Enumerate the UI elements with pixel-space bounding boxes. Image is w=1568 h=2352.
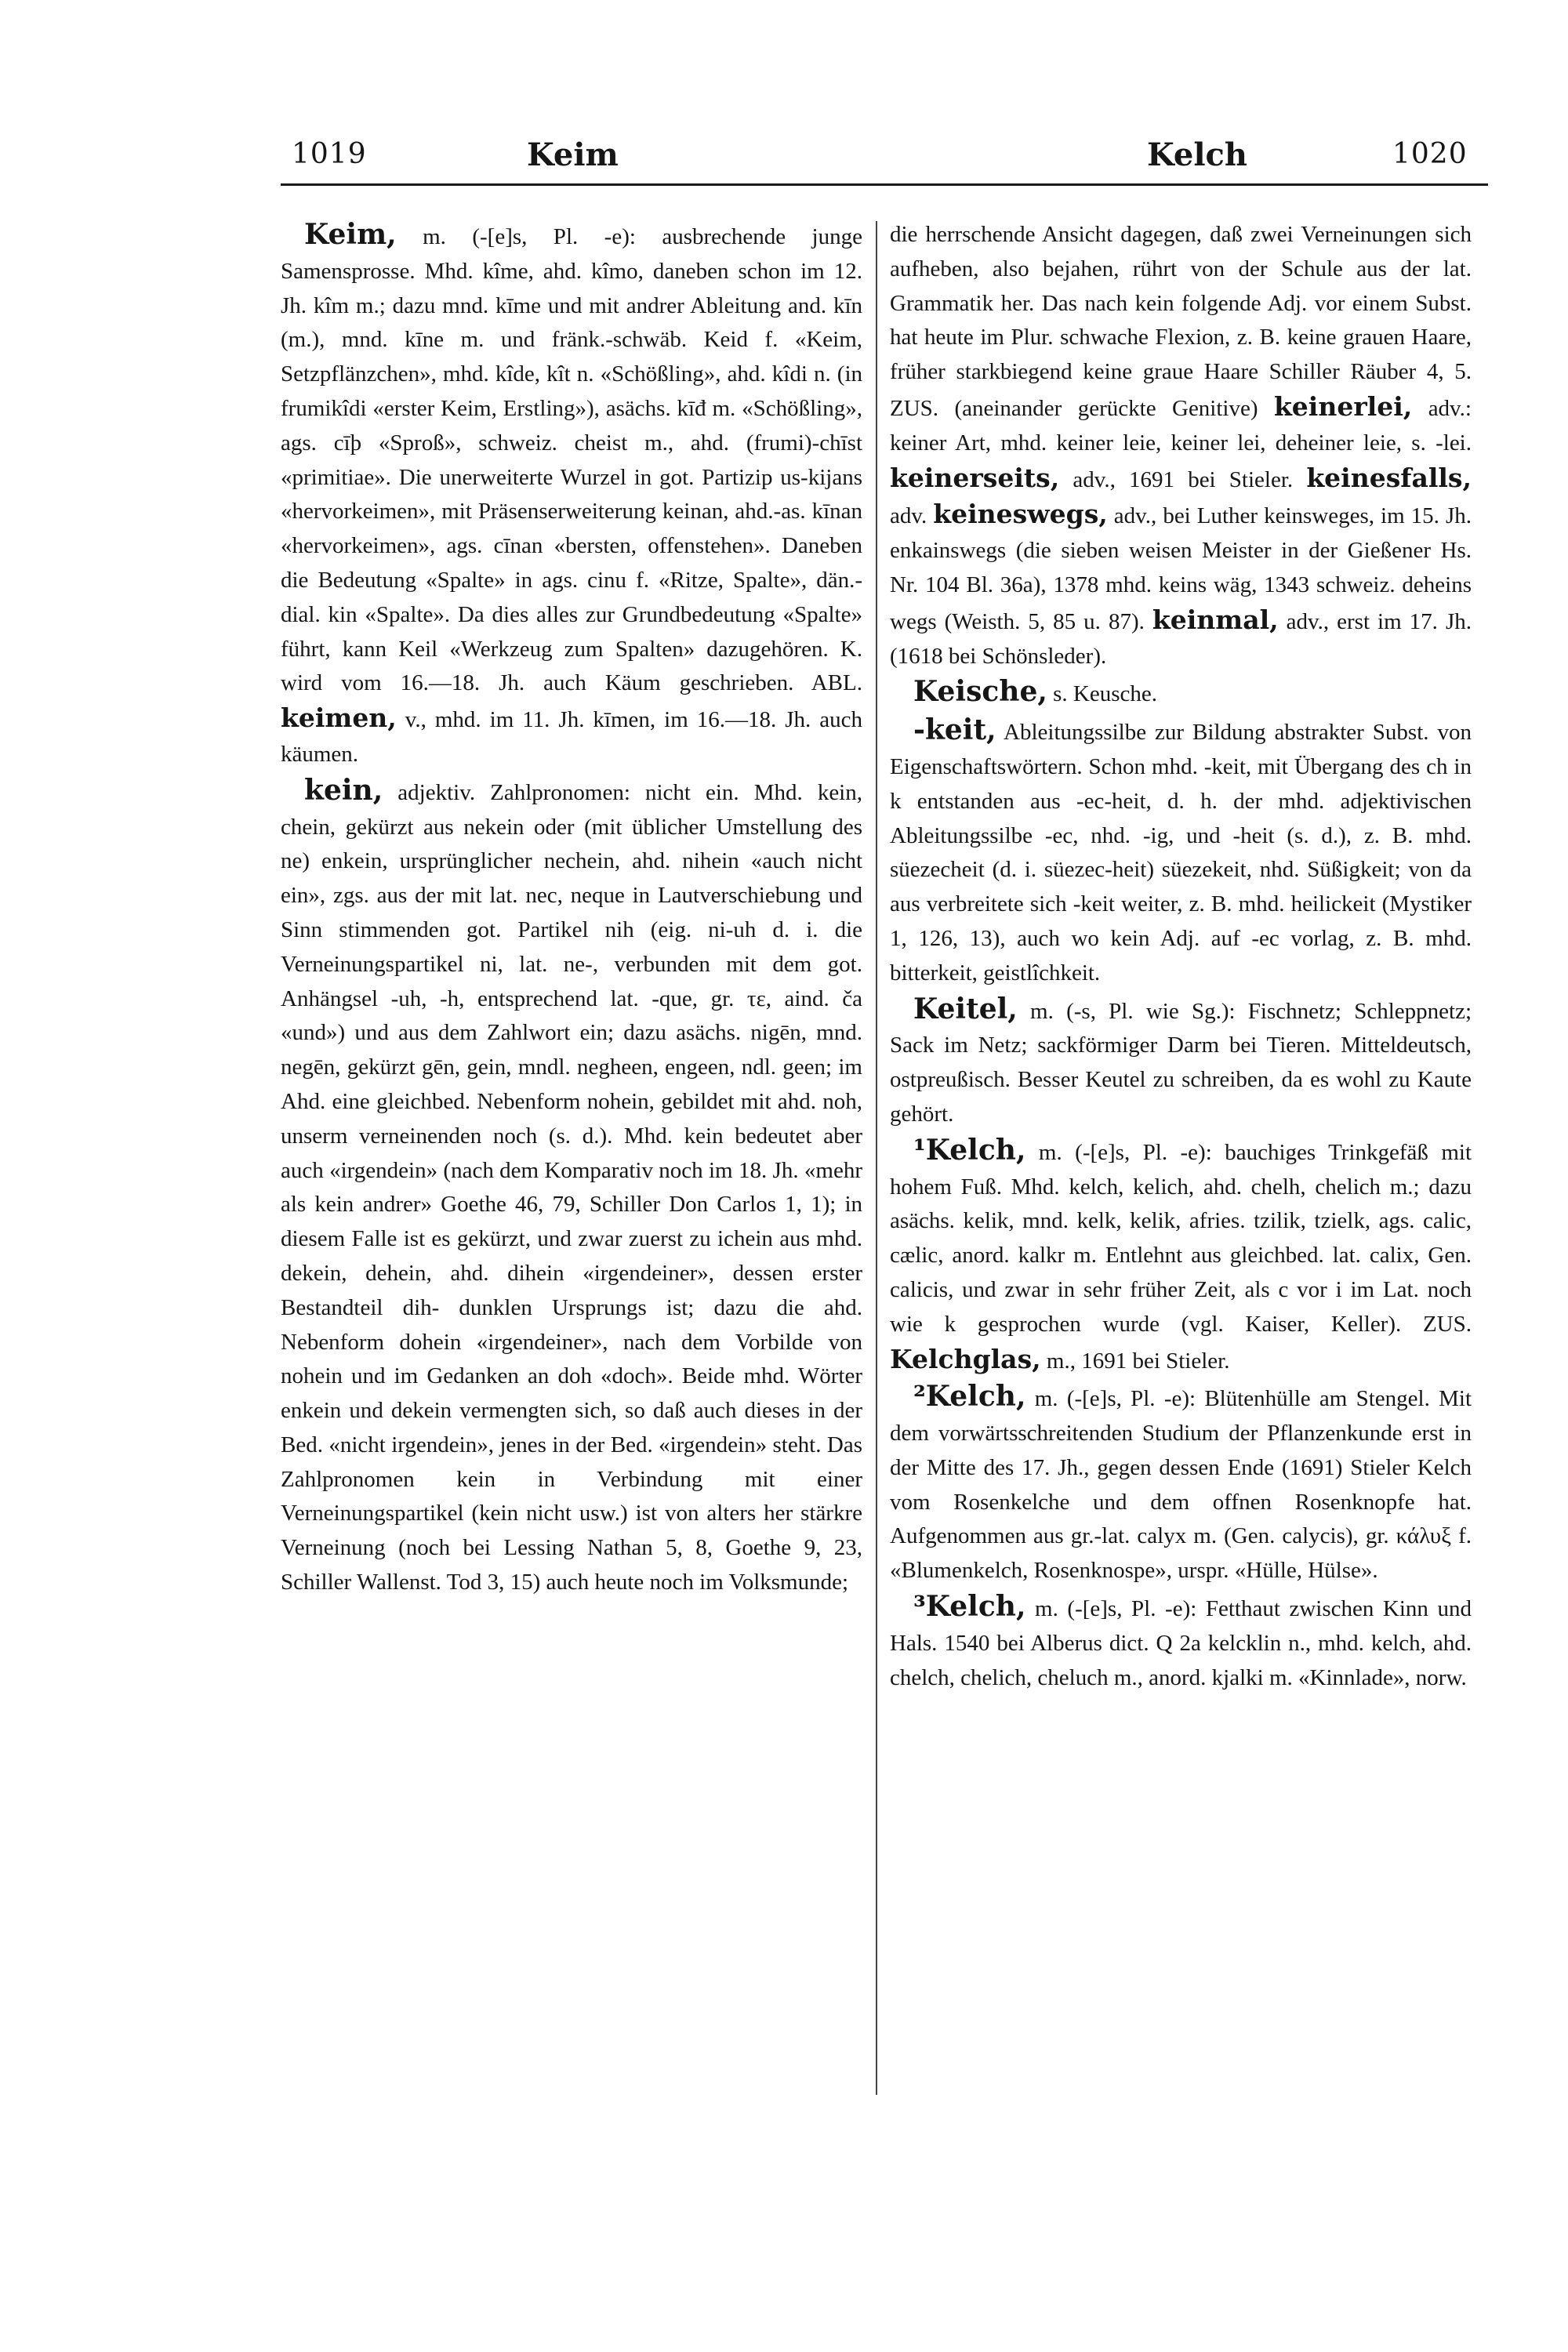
- entry-keit: [890, 713, 1472, 990]
- kein-cont-text5: adv., bei Luther keinsweges, im 15. Jh. enkainswegs (die sieben weisen Meister in der Gießener Hs. Nr. 104 Bl. 36a), 1378 mhd. keins wäg, 1343 schweiz. deheins wegs (Weisth. 5, 85 u. 87).: [890, 503, 1472, 634]
- page-number-left: 1019: [292, 138, 367, 170]
- entry-kelch-2-text: m. (-[e]s, Pl. -e): Blütenhülle am Stengel. Mit dem vorwärtsschreitenden Studium der Pflanzenkunde erst in der Mitte des 17. Jh., gegen dessen Ende (1691) Stieler Kelch vom Rosenkelche und dem offnen Rosenknopfe hat. Aufgenommen aus gr.-lat. calyx m. (Gen. calycis), gr. κάλυξ f. «Blumenkelch, Rosenknospe», urspr. «Hülle, Hülse».: [890, 1386, 1472, 1584]
- entry-keitel-text: m. (-s, Pl. wie Sg.): Fischnetz; Schleppnetz; Sack im Netz; sackförmiger Darm bei Tieren. Mitteldeutsch, ostpreußisch. Besser Keutel zu schreiben, da es wohl zu Kaute gehört.: [890, 998, 1472, 1127]
- kein-cont-text6: adv., erst im 17. Jh. (1618 bei Schönsleder).: [890, 608, 1472, 669]
- subheadword-keineswegs: keineswegs,: [933, 499, 1108, 530]
- headword-kelch-3: ³Kelch,: [913, 1590, 1026, 1624]
- headword-keit: -keit,: [913, 713, 996, 747]
- kein-cont-text4: adv.: [890, 503, 934, 529]
- subheadword-keinesfalls: keinesfalls,: [1306, 462, 1472, 493]
- running-head-right: Kelch: [1147, 136, 1247, 173]
- kein-cont-text3: adv., 1691 bei Stieler.: [1059, 466, 1307, 492]
- entry-kelch-1-text: m. (-[e]s, Pl. -e): bauchiges Trinkgefäß mit hohem Fuß. Mhd. kelch, kelich, ahd. chelh, chelich m.; dazu asächs. kelik, mnd. kelk, kelik, afries. tzilik, tzielk, ags. calic, cælic, anord. kalkr m. Entlehnt aus gleichbed. lat. calix, Gen. calicis, und zwar in sehr früher Zeit, als c vor i im Lat. noch wie k gesprochen wurde (vgl. Kaiser, Keller). ZUS.: [890, 1139, 1472, 1337]
- entry-kelch-1: [890, 1134, 1472, 1379]
- running-head-left: Keim: [527, 136, 619, 173]
- headword-keische: Keische,: [913, 675, 1047, 709]
- entry-keische: [890, 675, 1472, 712]
- headword-kein: kein,: [304, 773, 383, 807]
- entry-keim: [281, 218, 862, 772]
- subheadword-keinerseits: keinerseits,: [890, 462, 1060, 493]
- subheadword-keinmal: keinmal,: [1152, 604, 1279, 635]
- headword-kelch-2: ²Kelch,: [913, 1380, 1026, 1414]
- entry-kelch-3-text: m. (-[e]s, Pl. -e): Fetthaut zwischen Kinn und Hals. 1540 bei Alberus dict. Q 2a kelcklin n., mhd. kelch, ahd. chelch, chelich, cheluch m., anord. kjalki m. «Kinnlade», norw.: [890, 1596, 1472, 1690]
- entry-keitel: [890, 993, 1472, 1132]
- kein-cont-text2: adv.: keiner Art, mhd. keiner leie, keiner lei, deheiner leie, s. -lei.: [890, 395, 1472, 456]
- kein-cont-text: die herrschende Ansicht dagegen, daß zwei Verneinungen sich aufheben, also bejahen, rührt von der Schule aus der lat. Grammatik her. Das nach kein folgende Adj. vor einem Subst. hat heute im Plur. schwache Flexion, z. B. keine grauen Haare, früher starkbiegend keine graue Haare Schiller Räuber 4, 5. ZUS. (aneinander gerückte Genitive): [890, 222, 1472, 421]
- entry-kelch-2: [890, 1380, 1472, 1588]
- column-divider: [876, 221, 877, 2095]
- entry-kein-continued: [890, 218, 1472, 673]
- entry-keim-tail: v., mhd. im 11. Jh. kīmen, im 16.—18. Jh. auch käumen.: [281, 707, 862, 767]
- subheadword-keinerlei: keinerlei,: [1273, 390, 1413, 422]
- entry-kelch-1-tail: m., 1691 bei Stieler.: [1040, 1348, 1230, 1374]
- left-column: [281, 218, 862, 1600]
- right-column: [890, 218, 1472, 1695]
- entry-kelch-3: [890, 1590, 1472, 1695]
- entry-kein: [281, 774, 862, 1600]
- entry-kein-text: adjektiv. Zahlpronomen: nicht ein. Mhd. kein, chein, gekürzt aus nekein oder (mit üblicher Umstellung des ne) enkein, ursprünglicher nechein, ahd. nihein «auch nicht ein», zgs. aus der mit lat. nec, neque in Lautverschiebung und Sinn stimmenden got. Partikel nih (eig. ni-uh d. i. die Verneinungspartikel ni, lat. ne-, verbunden mit dem got. Anhängsel -uh, -h, entsprechend lat. -que, gr. τε, aind. ča «und») und aus dem Zahlwort ein; dazu asächs. nigēn, mnd. negēn, gekürzt gēn, gein, mndl. negheen, engeen, ndl. geen; im Ahd. eine gleichbed. Nebenform nohein, gebildet mit ahd. noh, unserm verneinenden noch (s. d.). Mhd. kein bedeutet aber auch «irgendein» (nach dem Komparativ noch im 18. Jh. «mehr als kein andrer» Goethe 46, 79, Schiller Don Carlos 1, 1); in diesem Falle ist es gekürzt, und zwar zuerst zu ichein aus mhd. dekein, dehein, ahd. dihein «irgendeiner», dessen erster Bestandteil dih- dunklen Ursprungs ist; dazu die ahd. Nebenform dohein «irgendeiner», nach dem Vorbilde von nohein und im Gedanken an doh «doch». Beide mhd. Wörter enkein und dekein vermengten sich, so daß auch dieses in der Bed. «nicht irgendein», jenes in der Bed. «irgendein» steht. Das Zahlpronomen kein in Verbindung mit einer Verneinungspartikel (kein nicht usw.) ist von alters her stärkre Verneinung (noch bei Lessing Nathan 5, 8, Goethe 9, 23, Schiller Wallenst. Tod 3, 15) auch heute noch im Volksmunde;: [281, 779, 862, 1595]
- entry-keim-text: m. (-[e]s, Pl. -e): ausbrechende junge Samensprosse. Mhd. kîme, ahd. kîmo, daneben schon im 12. Jh. kîm m.; dazu mnd. kīme und mit andrer Ableitung and. kīn (m.), mnd. kīne m. und fränk.-schwäb. Keid f. «Keim, Setzpflänzchen», mhd. kîde, kît n. «Schößling», ahd. kîdi n. (in frumikîdi «erster Keim, Erstling»), asächs. kīđ m. «Schößling», ags. cīþ «Sproß», schweiz. cheist m., ahd. (frumi)-chīst «primitiae». Die unerweiterte Wurzel in got. Partizip us-kijans «hervorkeimen», mit Präsenserweiterung keinan, ahd.-as. kīnan «hervorkeimen», ags. cīnan «bersten, offenstehen». Daneben die Bedeutung «Spalte» in ags. cinu f. «Ritze, Spalte», dän.-dial. kin «Spalte». Da dies alles zur Grundbedeutung «Spalte» führt, kann Keil «Werkzeug zum Spalten» dazugehören. K. wird vom 16.—18. Jh. auch Käum geschrieben. ABL.: [281, 224, 862, 696]
- header-rule: [281, 183, 1488, 186]
- entry-keische-text: s. Keusche.: [1047, 681, 1158, 707]
- headword-kelch-1: ¹Kelch,: [913, 1133, 1026, 1167]
- subheadword-keimen: keimen,: [281, 702, 397, 734]
- subheadword-kelchglas: Kelchglas,: [890, 1343, 1041, 1374]
- page-number-right: 1020: [1392, 138, 1468, 170]
- headword-keim: Keim,: [304, 218, 397, 251]
- entry-keit-text: Ableitungssilbe zur Bildung abstrakter Subst. von Eigenschaftswörtern. Schon mhd. -keit, mit Übergang des ch in k entstanden aus -ec-heit, d. h. der mhd. adjektivischen Ableitungssilbe -ec, nhd. -ig, und -heit (s. d.), z. B. mhd. süezecheit (d. i. süezec-heit) süezekeit, nhd. Süßigkeit; von da aus verbreitete sich -keit weiter, z. B. mhd. heilickeit (Mystiker 1, 126, 13), auch wo kein Adj. auf -ec vorlag, z. B. mhd. bitterkeit, geistlîchkeit.: [890, 720, 1472, 985]
- headword-keitel: Keitel,: [913, 992, 1018, 1025]
